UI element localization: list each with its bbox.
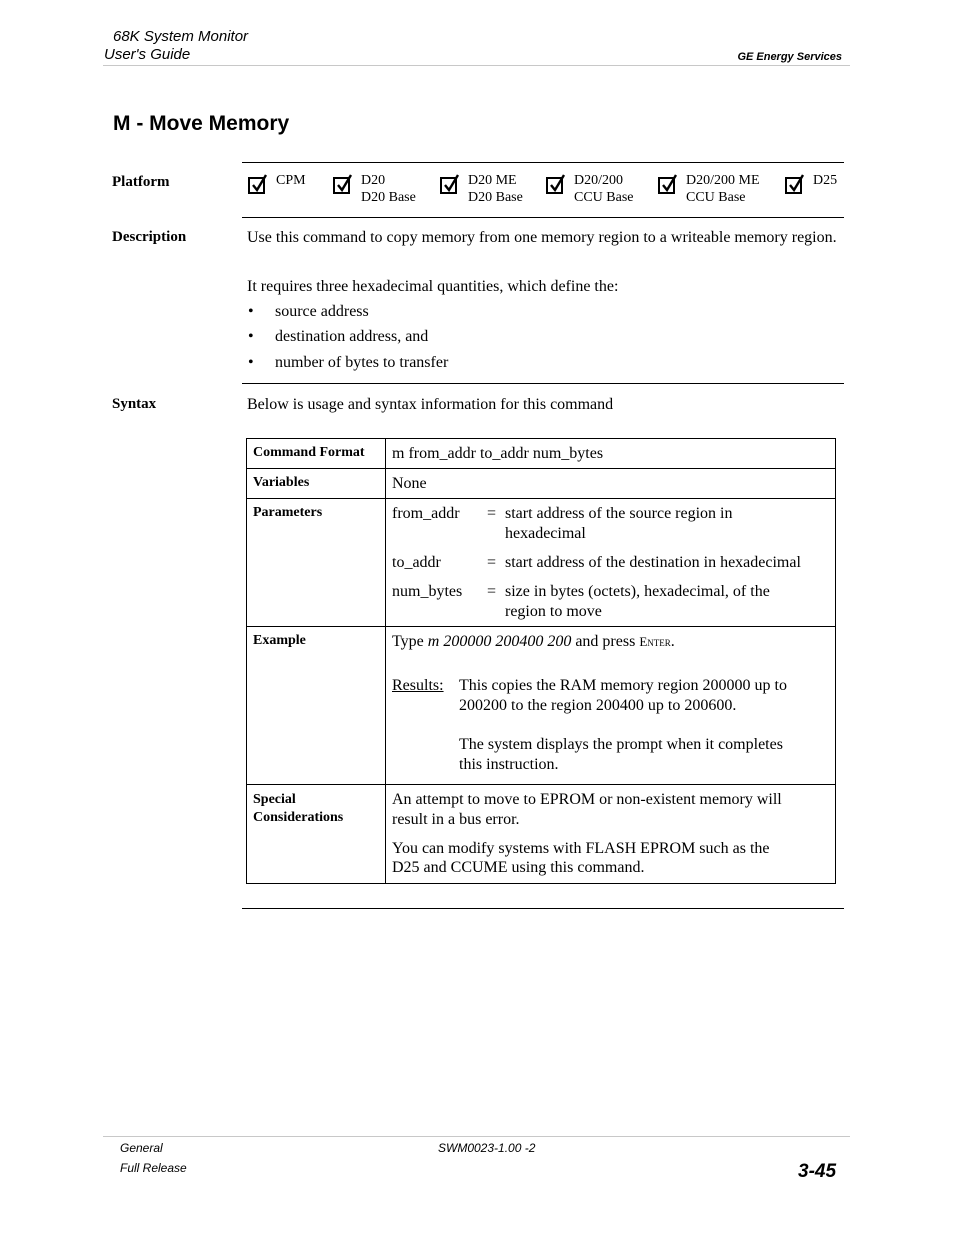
platform-item-name: CPM: [276, 173, 306, 188]
table-row-divider: [246, 468, 836, 469]
footer-divider: [103, 1136, 850, 1137]
checkbox-checked-icon: [658, 177, 675, 194]
example-period: .: [670, 633, 675, 650]
platform-item-name: D20: [361, 173, 386, 188]
page-title: M - Move Memory: [113, 112, 290, 135]
platform-item-base: CCU Base: [686, 190, 746, 205]
parameter-description: start address of the destination in hexadecimal: [505, 554, 801, 571]
syntax-label: Syntax: [112, 396, 157, 412]
special-considerations-text: An attempt to move to EPROM or non-existent memory will: [392, 791, 782, 808]
footer-release: Full Release: [120, 1161, 187, 1175]
results-text: 200200 to the region 200400 up to 200600.: [459, 697, 737, 714]
platform-item-d20-200-me: [658, 172, 760, 206]
parameter-equals: =: [487, 554, 497, 571]
platform-item-d20: [333, 172, 416, 206]
enter-key-label: Enter: [639, 634, 671, 649]
example-and-press: and press: [575, 633, 636, 650]
parameter-description: hexadecimal: [505, 525, 586, 542]
example-label: Example: [253, 633, 306, 648]
footer-doc-number: SWM0023-1.00 -2: [438, 1141, 536, 1155]
description-paragraph: Use this command to copy memory from one memory region to a writeable memory region.: [247, 229, 837, 246]
description-label: Description: [112, 229, 187, 245]
command-format-label: Command Format: [253, 445, 365, 460]
special-considerations-text: D25 and CCUME using this command.: [392, 859, 645, 876]
parameters-label: Parameters: [253, 505, 323, 520]
table-column-divider: [385, 438, 386, 884]
parameter-equals: =: [487, 583, 497, 600]
company-name: GE Energy Services: [737, 51, 842, 63]
checkbox-checked-icon: [546, 177, 563, 194]
checkbox-checked-icon: [333, 177, 350, 194]
footer-category: General: [120, 1141, 163, 1155]
special-considerations-label: Considerations: [253, 810, 344, 825]
platform-item-d20-200: [546, 172, 634, 206]
table-row-divider: [246, 498, 836, 499]
platform-item-base: CCU Base: [574, 190, 634, 205]
document-subtitle: User's Guide: [104, 46, 191, 63]
syntax-intro: Below is usage and syntax information for this command: [247, 396, 614, 413]
platform-item-base: D20 Base: [468, 190, 523, 205]
platform-item-d25: [785, 172, 837, 194]
platform-item-cpm: [248, 172, 306, 194]
header-divider: [103, 65, 850, 66]
example-type-word: Type: [392, 633, 424, 650]
platform-item-name: D20/200 ME: [686, 173, 760, 188]
platform-item-name: D20 ME: [468, 173, 517, 188]
platform-item-d20-me: [440, 172, 523, 206]
description-bottom-rule: [242, 383, 844, 384]
page-number: 3-45: [798, 1161, 837, 1182]
example-command: m 200000 200400 200: [427, 633, 572, 650]
parameter-equals: =: [487, 505, 497, 522]
parameter-name: from_addr: [392, 505, 460, 522]
checkbox-checked-icon: [440, 177, 457, 194]
results-text: The system displays the prompt when it completes: [459, 736, 783, 753]
parameter-description: region to move: [505, 603, 602, 620]
bullet-icon: •: [248, 328, 254, 345]
command-format-value: m from_addr to_addr num_bytes: [392, 445, 604, 462]
variables-label: Variables: [253, 475, 310, 490]
list-item: number of bytes to transfer: [275, 354, 449, 371]
parameter-name: num_bytes: [392, 583, 463, 600]
platform-item-name: D25: [813, 173, 838, 188]
special-considerations-label: Special: [253, 792, 296, 807]
platform-item-base: D20 Base: [361, 190, 416, 205]
list-item: source address: [275, 303, 369, 320]
platform-bottom-rule: [242, 217, 844, 218]
checkbox-checked-icon: [785, 177, 802, 194]
results-text: This copies the RAM memory region 200000 up to: [459, 677, 787, 694]
results-label: [392, 676, 444, 696]
document-title: 68K System Monitor: [113, 28, 249, 45]
platform-item-name: D20/200: [574, 173, 623, 188]
platform-label: Platform: [112, 174, 170, 190]
parameter-description: size in bytes (octets), hexadecimal, of the: [505, 583, 770, 600]
table-row-divider: [246, 784, 836, 785]
results-label-text: Results:: [392, 677, 444, 694]
table-row-divider: [246, 626, 836, 627]
special-considerations-text: result in a bus error.: [392, 811, 520, 828]
parameter-description: start address of the source region in: [505, 505, 733, 522]
section-bottom-rule: [242, 908, 844, 909]
bullet-icon: •: [248, 303, 254, 320]
results-text: this instruction.: [459, 756, 559, 773]
example-instruction: [392, 632, 675, 652]
description-requirements: It requires three hexadecimal quantities, which define the:: [247, 278, 619, 295]
parameter-name: to_addr: [392, 554, 441, 571]
platform-top-rule: [242, 162, 844, 163]
bullet-icon: •: [248, 354, 254, 371]
checkbox-checked-icon: [248, 177, 265, 194]
variables-value: None: [392, 475, 427, 492]
list-item: destination address, and: [275, 328, 429, 345]
special-considerations-text: You can modify systems with FLASH EPROM such as the: [392, 840, 770, 857]
